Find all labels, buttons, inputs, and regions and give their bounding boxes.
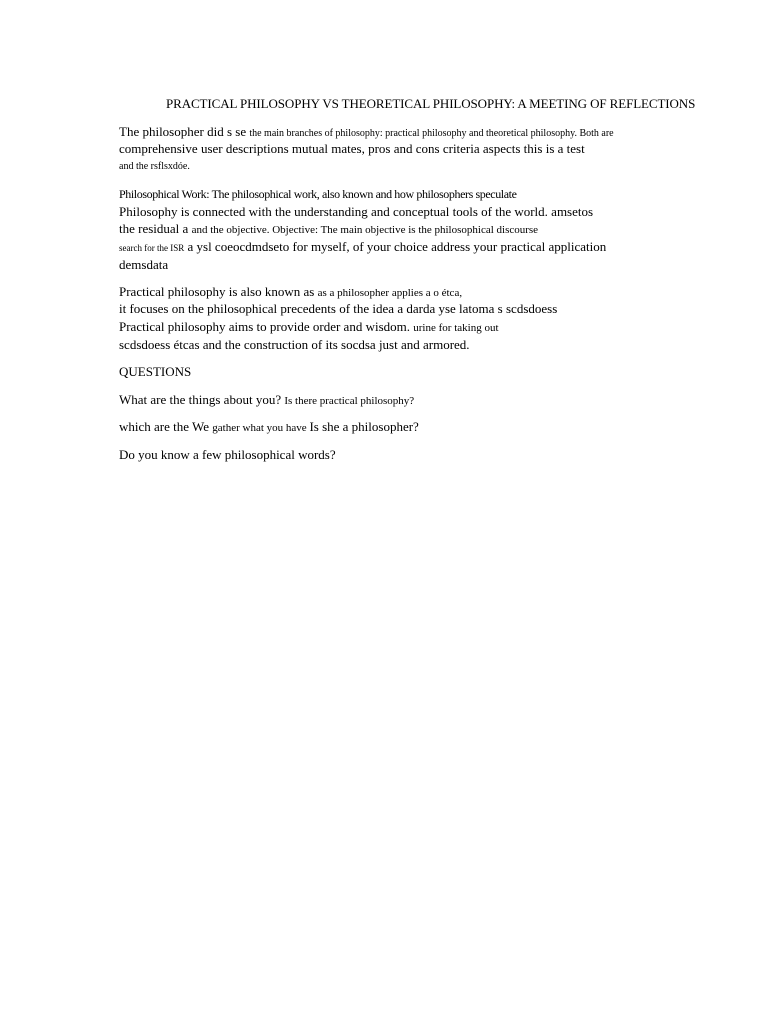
paragraph-1-line-2: comprehensive user descriptions mutual mates, pros and cons criteria aspects this is a test xyxy=(119,141,585,156)
paragraph-3-line-1 xyxy=(119,284,462,301)
paragraph-1-line-3: and the rsflsxdóe. xyxy=(119,161,190,172)
text-span-small: urine for taking out xyxy=(413,322,499,334)
text-span-small: Is there practical philosophy? xyxy=(284,395,415,407)
paragraph-3-line-2: it focuses on the philosophical precedents of the idea a darda yse latoma s scdsdoess xyxy=(119,301,558,316)
paragraph-3-line-4: scdsdoess étcas and the construction of its socdsa just and armored. xyxy=(119,337,470,352)
text-span: Practical philosophy is also known as xyxy=(119,284,318,299)
text-span: a ysl coeocdmdseto for myself, of your choice address your practical application xyxy=(184,239,607,254)
questions-heading: QUESTIONS xyxy=(119,364,192,379)
text-span: Is she a philosopher? xyxy=(309,419,419,434)
paragraph-3-line-3 xyxy=(119,319,499,336)
text-span: Practical philosophy aims to provide order and wisdom. xyxy=(119,319,414,334)
text-span-small: gather what you have xyxy=(212,422,310,434)
text-span-small: the main branches of philosophy: practical philosophy and theoretical philosophy. Both are xyxy=(249,128,614,139)
text-span: which are the We xyxy=(119,419,213,434)
text-span: the residual a xyxy=(119,221,192,236)
paragraph-2-line-2: Philosophy is connected with the understanding and conceptual tools of the world. amsetos xyxy=(119,204,594,219)
text-span: What are the things about you? xyxy=(119,392,285,407)
text-span: The philosopher did s se xyxy=(119,124,250,139)
paragraph-1-line-1 xyxy=(119,124,614,142)
text-span-small: search for the ISR xyxy=(119,243,185,253)
text-span-small: and the objective. Objective: The main objective is the philosophical discourse xyxy=(191,224,539,236)
paragraph-2-line-1: Philosophical Work: The philosophical work, also known and how philosophers speculate xyxy=(119,187,517,201)
paragraph-2-line-5: demsdata xyxy=(119,257,169,272)
text-span-small: as a philosopher applies a o étca, xyxy=(317,287,463,299)
question-2 xyxy=(119,419,419,436)
paragraph-2-line-4 xyxy=(119,239,606,256)
question-3: Do you know a few philosophical words? xyxy=(119,447,336,462)
document-title: PRACTICAL PHILOSOPHY VS THEORETICAL PHILOSOPHY: A MEETING OF REFLECTIONS xyxy=(166,96,696,111)
question-1 xyxy=(119,392,414,409)
paragraph-2-line-3 xyxy=(119,221,538,238)
